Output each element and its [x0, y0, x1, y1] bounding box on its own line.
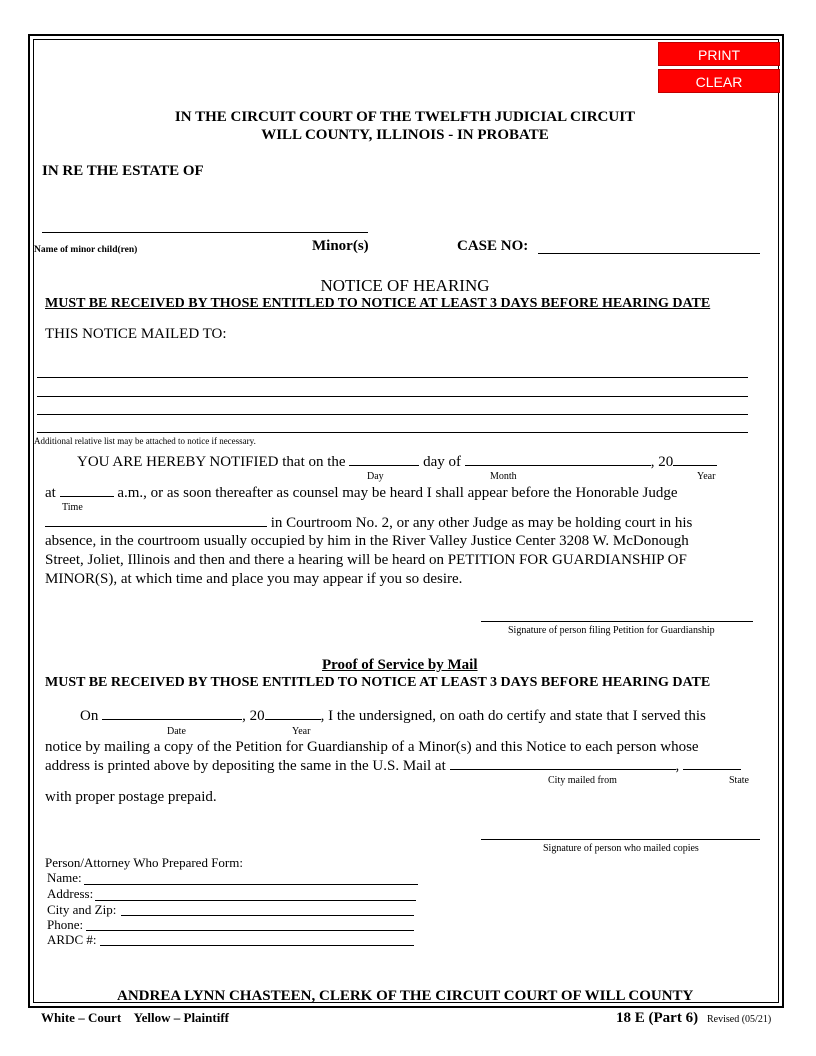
service-year-label: Year [292, 726, 311, 737]
clear-button[interactable]: CLEAR [658, 69, 780, 93]
mailed-to-label: THIS NOTICE MAILED TO: [45, 326, 227, 342]
in-re-estate-label: IN RE THE ESTATE OF [42, 163, 204, 179]
year-field[interactable] [673, 464, 717, 466]
city-field[interactable] [450, 768, 676, 770]
service-year-field[interactable] [265, 718, 321, 720]
certify-text: , I the undersigned, on oath do certify and state that I served this [320, 708, 706, 724]
case-no-field[interactable] [538, 253, 760, 254]
time-label: Time [62, 502, 83, 513]
service-date-label: Date [167, 726, 186, 737]
city-label: City mailed from [548, 775, 617, 786]
proof-year-prefix: , 20 [242, 708, 265, 724]
mailing-line[interactable] [37, 396, 748, 397]
deposit-text: address is printed above by depositing the same in the U.S. Mail at [45, 758, 446, 774]
mailing-line[interactable] [37, 377, 748, 378]
proof-text-line: notice by mailing a copy of the Petition for Guardianship of a Minor(s) and this Notice to each person whose [45, 739, 699, 755]
month-field[interactable] [465, 464, 651, 466]
day-label: Day [367, 471, 384, 482]
notice-text-line: Street, Joliet, Illinois and then and there a hearing will be heard on PETITION FOR GUARDIANSHIP OF [45, 552, 687, 568]
clerk-name: ANDREA LYNN CHASTEEN, CLERK OF THE CIRCUIT COURT OF WILL COUNTY [117, 988, 694, 1004]
proof-must-receive: MUST BE RECEIVED BY THOSE ENTITLED TO NOTICE AT LEAST 3 DAYS BEFORE HEARING DATE [45, 675, 711, 690]
preparer-city-label: City and Zip: [47, 902, 117, 917]
month-label: Month [490, 471, 517, 482]
postage-text: with proper postage prepaid. [45, 789, 217, 805]
time-line [45, 485, 678, 502]
preparer-ardc-label: ARDC #: [47, 932, 97, 947]
courtroom-text: in Courtroom No. 2, or any other Judge as may be holding court in his [270, 515, 693, 531]
judge-field[interactable] [45, 525, 267, 527]
proof-mail-line: address is printed above by depositing the same in the U.S. Mail at , [45, 758, 741, 775]
preparer-ardc-field[interactable] [100, 945, 414, 946]
notice-title: NOTICE OF HEARING [320, 276, 490, 295]
proof-date-line [80, 708, 706, 725]
state-label: State [729, 775, 749, 786]
notice-must-receive: MUST BE RECEIVED BY THOSE ENTITLED TO NOTICE AT LEAST 3 DAYS BEFORE HEARING DATE [45, 296, 711, 311]
court-heading-line2: WILL COUNTY, ILLINOIS - IN PROBATE [261, 127, 549, 143]
mailing-line[interactable] [37, 414, 748, 415]
additional-note: Additional relative list may be attached to notice if necessary. [34, 436, 256, 446]
preparer-address-field[interactable] [95, 900, 416, 901]
mailer-signature-field[interactable] [481, 839, 760, 840]
minor-name-field[interactable] [42, 232, 368, 233]
day-field[interactable] [349, 464, 419, 466]
year-prefix: , 20 [650, 454, 674, 470]
time-field[interactable] [60, 495, 114, 497]
copy-distribution: White – Court Yellow – Plaintiff [41, 1010, 229, 1025]
at-text: at [45, 485, 56, 501]
revised-date: Revised (05/21) [707, 1014, 772, 1025]
court-heading-line1: IN THE CIRCUIT COURT OF THE TWELFTH JUDICIAL CIRCUIT [174, 109, 636, 125]
service-date-field[interactable] [102, 718, 242, 720]
petitioner-signature-label: Signature of person filing Petition for Guardianship [508, 625, 715, 636]
petitioner-signature-field[interactable] [481, 621, 753, 622]
day-of-text: day of [423, 454, 461, 470]
preparer-phone-field[interactable] [86, 930, 414, 931]
state-field[interactable] [683, 768, 741, 770]
am-text: a.m., or as soon thereafter as counsel may be heard I shall appear before the Honorable Judge [117, 485, 678, 501]
notice-text-line: absence, in the courtroom usually occupied by him in the River Valley Justice Center 3208 W. McDonough [45, 533, 689, 549]
minors-label: Minor(s) [312, 238, 369, 254]
minor-name-label: Name of minor child(ren) [34, 245, 138, 255]
form-number: 18 E (Part 6) [616, 1010, 699, 1026]
preparer-heading: Person/Attorney Who Prepared Form: [45, 855, 243, 870]
year-label: Year [697, 471, 716, 482]
preparer-city-field[interactable] [121, 915, 414, 916]
print-button[interactable]: PRINT [658, 42, 780, 66]
preparer-name-field[interactable] [84, 884, 418, 885]
proof-title: Proof of Service by Mail [322, 657, 478, 673]
on-text: On [80, 708, 99, 724]
notice-text-line: MINOR(S), at which time and place you may appear if you so desire. [45, 571, 463, 587]
mailer-signature-label: Signature of person who mailed copies [543, 843, 699, 854]
preparer-phone-label: Phone: [47, 917, 84, 932]
notified-text: YOU ARE HEREBY NOTIFIED that on the [77, 454, 346, 470]
judge-line [45, 515, 692, 532]
case-no-label: CASE NO: [457, 238, 529, 254]
notified-line [77, 454, 717, 471]
preparer-address-label: Address: [47, 886, 94, 901]
preparer-name-label: Name: [47, 870, 82, 885]
mailing-line[interactable] [37, 432, 748, 433]
